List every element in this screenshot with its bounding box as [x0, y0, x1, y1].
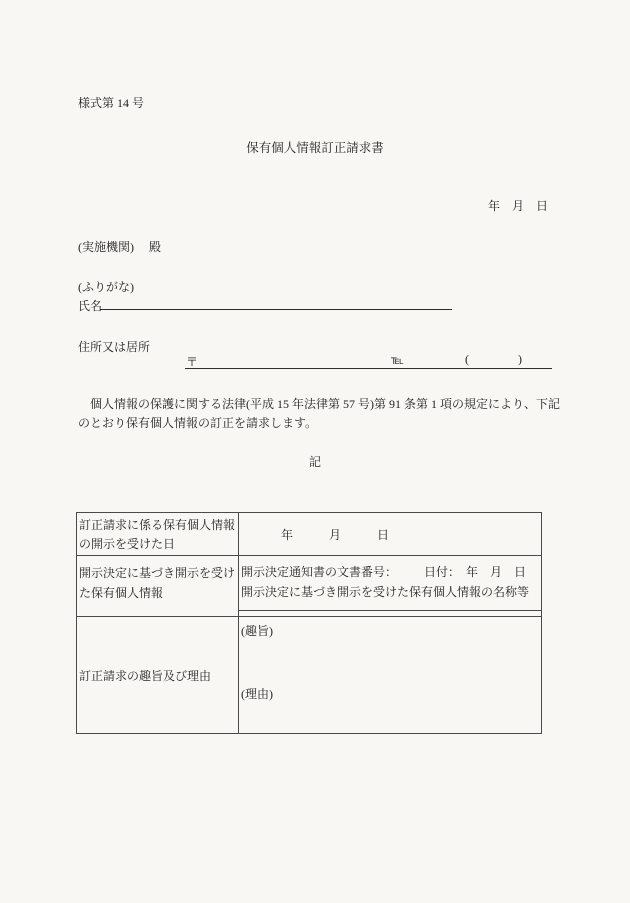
row1-label-cell — [77, 513, 239, 556]
body-paragraph — [78, 395, 562, 433]
tel-paren-open: ( — [465, 352, 469, 366]
row2-line1 — [241, 562, 537, 582]
addressee-line: (実施機関) 殿 — [78, 240, 161, 254]
furigana-label: (ふりがな) — [78, 280, 134, 294]
form-number: 様式第 14 号 — [78, 96, 145, 110]
row3-label: 訂正請求の趣旨及び理由 — [79, 668, 212, 683]
row3-value-cell — [239, 617, 541, 733]
row2-label: 開示決定に基づき開示を受けた保有個人情報 — [79, 566, 236, 600]
row2-description: 開示決定に基づき開示を受けた保有個人情報の名称等 — [241, 585, 530, 599]
row2-value-cell — [239, 556, 541, 617]
page-title: 保有個人情報訂正請求書 — [246, 141, 384, 155]
address-blank-line — [185, 343, 552, 369]
body-line-1: 個人情報の保護に関する法律(平成 15 年法律第 57 号)第 91 条第 1 項の規定により、下記 — [78, 397, 560, 411]
row1-date-placeholder: 年 月 日 — [281, 527, 390, 542]
doc-date-label: 日付： 年 月 日 — [424, 565, 527, 579]
tel-symbol: ℡ — [391, 353, 404, 367]
row1-value-cell — [239, 513, 541, 556]
row1-label: 訂正請求に係る保有個人情報の開示を受けた日 — [79, 518, 236, 551]
reason-label: (理由) — [241, 687, 273, 701]
postal-mark: 〒 — [186, 355, 199, 369]
row2-inner-divider — [239, 610, 541, 611]
section-heading: 記 — [308, 455, 321, 469]
name-blank-line — [100, 283, 452, 310]
tel-paren-close: ) — [518, 352, 522, 366]
purport-label: (趣旨) — [241, 624, 273, 638]
body-line-2: のとおり保有個人情報の訂正を請求します。 — [78, 416, 318, 430]
row3-label-cell — [77, 617, 239, 733]
row2-label-cell — [77, 556, 239, 617]
date-field: 年 月 日 — [487, 199, 548, 213]
doc-number-label: 開示決定通知書の文書番号： — [241, 565, 398, 579]
name-label: 氏名 — [78, 299, 103, 313]
request-table — [76, 512, 542, 734]
address-label: 住所又は居所 — [78, 340, 151, 354]
